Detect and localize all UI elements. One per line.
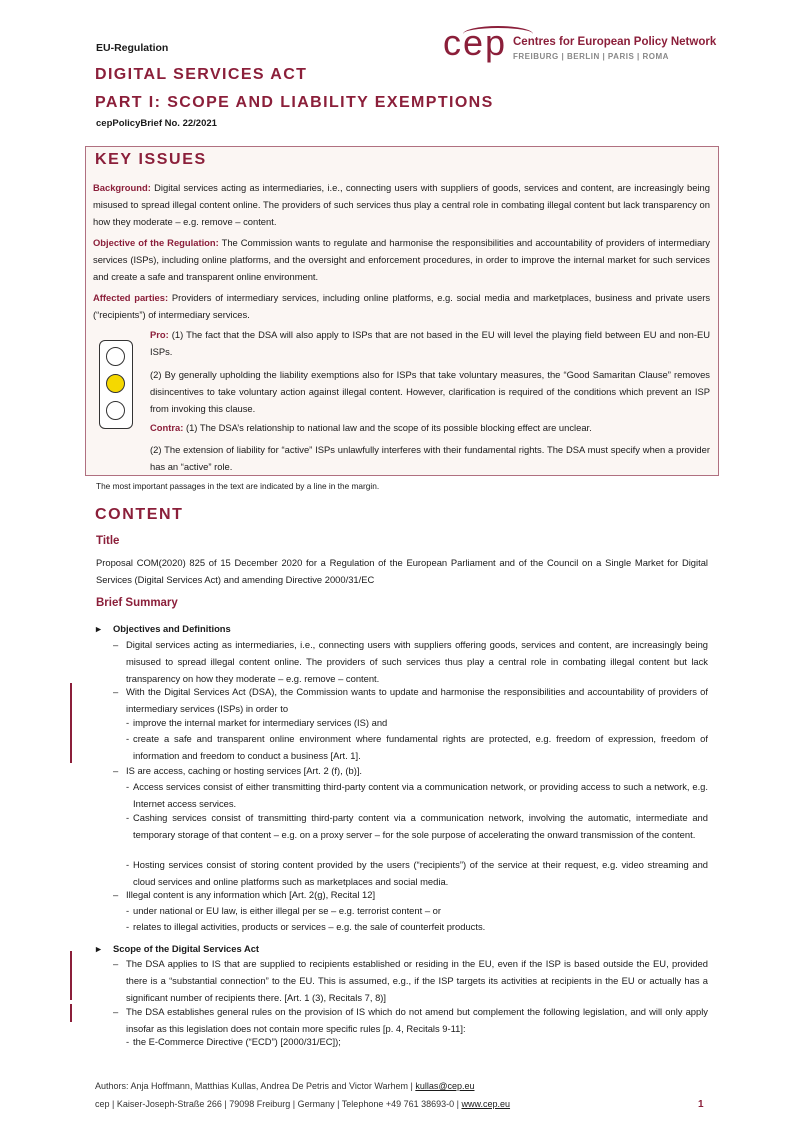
sub-marker: -	[126, 921, 130, 932]
margin-line	[70, 683, 72, 763]
email-link[interactable]: kullas@cep.eu	[415, 1081, 475, 1091]
traffic-light-middle	[106, 374, 125, 393]
pro-label: Pro:	[150, 329, 169, 340]
margin-line	[70, 1004, 72, 1022]
affected-paragraph	[93, 289, 710, 323]
dash-marker: –	[113, 686, 119, 697]
s1-item-3b: Cashing services consist of transmitting third-party content via a communication network, involving the automatic, intermediate and temporary storage of that content – e.g. on a proxy server – for the sole purpose of accelerating the onward transmission of the content.	[133, 812, 708, 840]
sub-marker: -	[126, 1036, 130, 1047]
sub-marker: -	[126, 717, 130, 728]
traffic-light-bottom	[106, 401, 125, 420]
network-cities: FREIBURG | BERLIN | PARIS | ROMA	[513, 52, 669, 61]
s2-item-2: The DSA establishes general rules on the provision of IS which do not amend but complement the following legislation, and will only apply insofar as this legislation does not contain more specific rules [p. 4, Recitals 9-11]:	[126, 1006, 708, 1034]
section-2-heading: Scope of the Digital Services Act	[113, 943, 260, 954]
key-issues-heading: KEY ISSUES	[95, 151, 207, 168]
footer-authors	[95, 1081, 475, 1091]
background-text: Digital services acting as intermediaries, i.e., connecting users with suppliers of goods, services and content, are increasingly being misused to spread illegal content online. The providers of such services thus play a central role in combating illegal content but lack transparency on how they moderate – e.g. remove – content.	[93, 182, 710, 227]
s1-item-2b: create a safe and transparent online environment where fundamental rights are protected, e.g. freedom of expression, freedom of information and freedom to conduct a business [Art. 1].	[133, 733, 708, 761]
traffic-light-top	[106, 347, 125, 366]
s1-item-3c: Hosting services consist of storing content provided by the users (“recipients”) of the service at their request, e.g. video streaming and cloud services and online platforms such as marketplaces and social media.	[133, 859, 708, 887]
dash-marker: –	[113, 1006, 119, 1017]
sub-marker: -	[126, 733, 130, 744]
dash-marker: –	[113, 639, 119, 650]
s1-item-2a: improve the internal market for intermediary services (IS) and	[133, 717, 388, 728]
objective-label: Objective of the Regulation:	[93, 237, 219, 248]
doc-subtitle: PART I: SCOPE AND LIABILITY EXEMPTIONS	[95, 94, 494, 111]
contra-2-paragraph: (2) The extension of liability for “active” ISPs unlawfully interferes with their fundamental rights. The DSA must specify when a provider has an “active” role.	[150, 444, 710, 472]
page-number: 1	[698, 1099, 704, 1110]
contra-label: Contra:	[150, 422, 184, 433]
section-1-bullet: ▸	[96, 623, 101, 634]
authors-text: Authors: Anja Hoffmann, Matthias Kullas, Andrea De Petris and Victor Warhem |	[95, 1081, 416, 1091]
pro-1-paragraph	[150, 326, 710, 360]
dash-marker: –	[113, 889, 119, 900]
sub-marker: -	[126, 905, 130, 916]
section-1-heading: Objectives and Definitions	[113, 623, 231, 634]
proposal-title: Proposal COM(2020) 825 of 15 December 2020 for a Regulation of the European Parliament and of the Council on a Single Market for Digital Services (Digital Services Act) and amending Directive 2000/31/EC	[96, 557, 708, 585]
s2-item-1: The DSA applies to IS that are supplied to recipients established or residing in the EU, even if the ISP is based outside the EU, provided there is a “substantial connection” to the EU. This is assumed, e.g., if the ISP targets its activities at recipients in the EU or actually has a significant number of recipients there. [Art. 1 (3), Recitals 7, 8)]	[126, 958, 708, 1003]
s1-item-4a: under national or EU law, is either illegal per se – e.g. terrorist content – or	[133, 905, 441, 916]
address-text: cep | Kaiser-Joseph-Straße 266 | 79098 Freiburg | Germany | Telephone +49 761 38693-0 |	[95, 1099, 462, 1109]
dash-marker: –	[113, 958, 119, 969]
footer-address	[95, 1099, 510, 1109]
website-link[interactable]: www.cep.eu	[461, 1099, 511, 1109]
s1-item-3: IS are access, caching or hosting services [Art. 2 (f), (b)].	[126, 765, 363, 776]
sub-marker: -	[126, 781, 130, 792]
doc-title: DIGITAL SERVICES ACT	[95, 66, 308, 83]
margin-note: The most important passages in the text are indicated by a line in the margin.	[96, 481, 380, 491]
s2-item-2a: the E-Commerce Directive (“ECD”) [2000/31/EC]);	[133, 1036, 341, 1047]
s1-item-2: With the Digital Services Act (DSA), the Commission wants to update and harmonise the responsibilities and accountability of providers of intermediary services (ISPs) in order to	[126, 686, 708, 714]
section-2-bullet: ▸	[96, 943, 101, 954]
content-heading: CONTENT	[95, 506, 184, 523]
s1-item-1: Digital services acting as intermediaries, i.e., connecting users with suppliers offering goods, services and content, are increasingly being misused to spread illegal content online. The providers of such services thus play a central role in combating illegal content but lack transparency on how they moderate – e.g. remove – content.	[126, 639, 708, 684]
logo-text: cep	[443, 22, 508, 63]
objective-text: The Commission wants to regulate and harmonise the responsibilities and accountability of providers of intermediary services (ISPs), including online platforms, and the oversight and enforcement procedures, in order to improve the internal market for such services and create a safe and transparent online environment.	[93, 237, 710, 282]
affected-text: Providers of intermediary services, including online platforms, e.g. social media and marketplaces, business and private users (“recipients”) of intermediary services.	[93, 292, 711, 320]
background-label: Background:	[93, 182, 151, 193]
traffic-light-icon	[99, 340, 133, 429]
margin-line	[70, 951, 72, 1000]
network-name: Centres for European Policy Network	[513, 36, 717, 48]
category-label: EU-Regulation	[96, 42, 169, 54]
pro-1-text: (1) The fact that the DSA will also apply to ISPs that are not based in the EU will level the playing field between EU and non-EU ISPs.	[150, 329, 710, 357]
s1-item-4b: relates to illegal activities, products or services – e.g. the sale of counterfeit products.	[133, 921, 486, 932]
summary-heading: Brief Summary	[96, 597, 178, 609]
background-paragraph	[93, 179, 710, 230]
affected-label: Affected parties:	[93, 292, 169, 303]
objective-paragraph	[93, 234, 710, 285]
sub-marker: -	[126, 812, 130, 823]
contra-1-paragraph	[150, 419, 710, 436]
s1-item-4: Illegal content is any information which [Art. 2(g), Recital 12]	[126, 889, 376, 900]
dash-marker: –	[113, 765, 119, 776]
pro-2-paragraph: (2) By generally upholding the liability exemptions also for ISPs that take voluntary measures, the “Good Samaritan Clause” removes disincentives to take voluntary action against illegal content. However, clarification is required of the conditions which prevent an ISP from invoking this clause.	[150, 369, 710, 414]
title-heading: Title	[96, 535, 120, 547]
brief-number: cepPolicyBrief No. 22/2021	[96, 118, 217, 129]
cep-logo	[443, 22, 733, 68]
contra-1-text: (1) The DSA’s relationship to national law and the scope of its possible blocking effect are unclear.	[183, 422, 592, 433]
s1-item-3a: Access services consist of either transmitting third-party content via a communication network, or providing access to such a network, e.g. Internet access services.	[133, 781, 708, 809]
sub-marker: -	[126, 859, 130, 870]
